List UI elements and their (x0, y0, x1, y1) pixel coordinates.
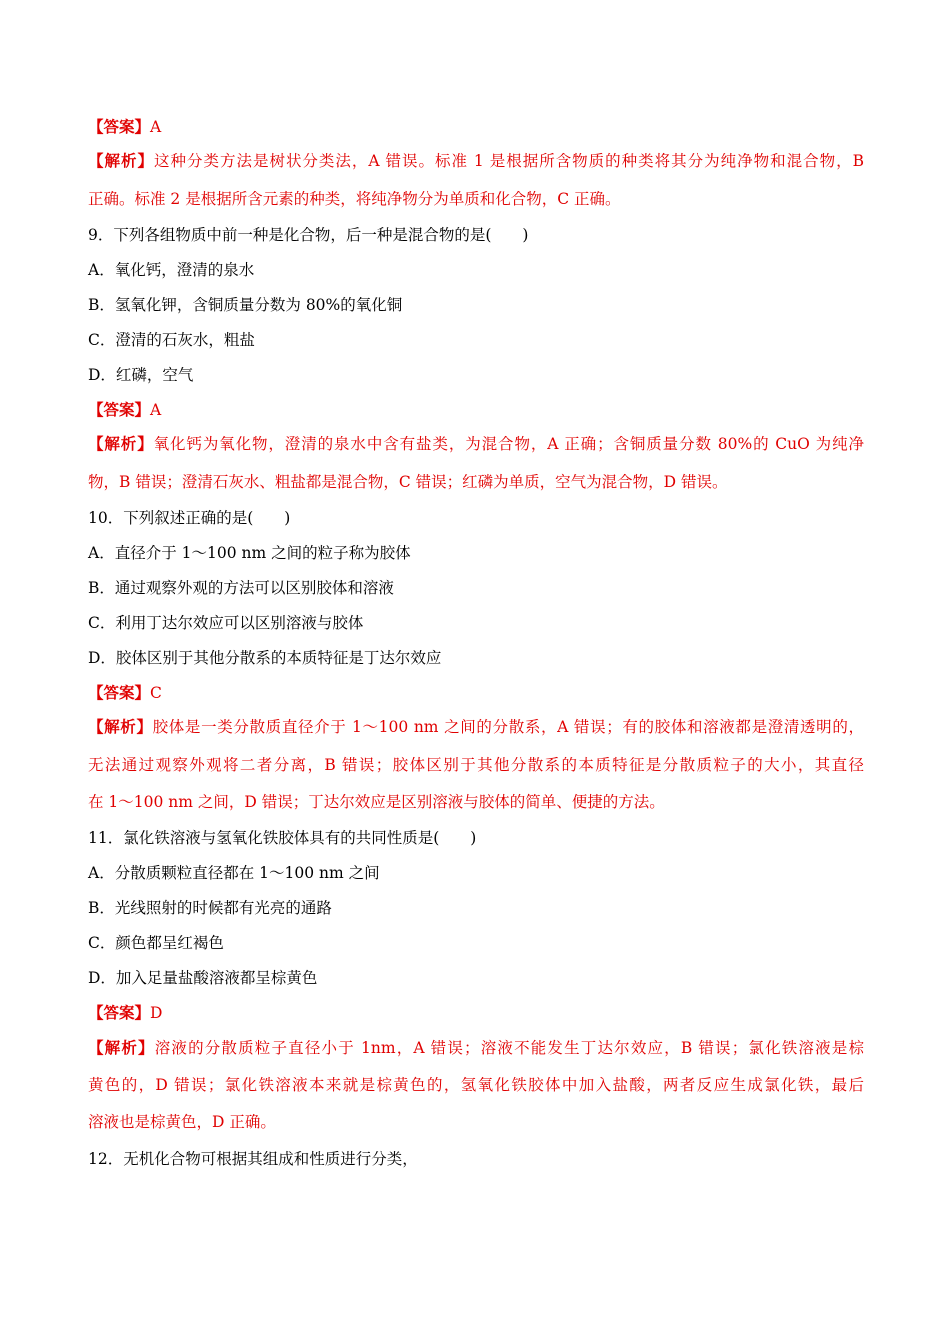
answer-line (88, 116, 161, 138)
question-stem: 12．无机化合物可根据其组成和性质进行分类， (88, 1150, 418, 1168)
analysis-text: 氧化钙为氧化物，澄清的泉水中含有盐类，为混合物，A 正确；含铜质量分数 80%的 CuO 为纯净 (153, 435, 864, 453)
analysis-tag: 【解析】 (88, 152, 154, 170)
answer-line (88, 1002, 162, 1024)
option-b: B．光线照射的时候都有光亮的通路 (88, 899, 332, 917)
answer-value: A (150, 401, 162, 419)
question-stem: 9．下列各组物质中前一种是化合物，后一种是混合物的是( ) (88, 226, 529, 244)
option-a: A．分散质颗粒直径都在 1～100 nm 之间 (88, 864, 380, 882)
option-c: C．颜色都呈红褐色 (88, 934, 224, 952)
analysis-text: 物，B 错误；澄清石灰水、粗盐都是混合物，C 错误；红磷为单质，空气为混合物，D 错误。 (88, 473, 728, 491)
answer-tag: 【答案】 (88, 684, 151, 702)
answer-value: D (150, 1004, 163, 1022)
option-d: D．红磷，空气 (88, 366, 194, 384)
analysis-line (88, 150, 864, 172)
question-stem: 10．下列叙述正确的是( ) (88, 509, 291, 527)
option-c: C．利用丁达尔效应可以区别溶液与胶体 (88, 614, 364, 632)
answer-tag: 【答案】 (88, 401, 151, 419)
answer-line (88, 399, 161, 421)
analysis-text: 无法通过观察外观将二者分离，B 错误；胶体区别于其他分散系的本质特征是分散质粒子的大小，其直径 (88, 756, 864, 774)
analysis-text: 这种分类方法是树状分类法，A 错误。标准 1 是根据所含物质的种类将其分为纯净物和混合物，B (153, 152, 864, 170)
answer-value: C (150, 684, 162, 702)
option-b: B．氢氧化钾，含铜质量分数为 80%的氧化铜 (88, 296, 403, 314)
option-d: D．加入足量盐酸溶液都呈棕黄色 (88, 969, 318, 987)
analysis-line (88, 433, 864, 455)
analysis-text: 溶液的分散质粒子直径小于 1nm，A 错误；溶液不能发生丁达尔效应，B 错误；氯化铁溶液是棕 (154, 1039, 864, 1057)
analysis-tag: 【解析】 (88, 435, 154, 453)
analysis-text: 正确。标准 2 是根据所含元素的种类，将纯净物分为单质和化合物，C 正确。 (88, 190, 621, 208)
analysis-tag: 【解析】 (88, 718, 153, 736)
answer-tag: 【答案】 (88, 118, 151, 136)
analysis-text: 溶液也是棕黄色，D 正确。 (88, 1113, 276, 1131)
option-c: C．澄清的石灰水，粗盐 (88, 331, 255, 349)
answer-line (88, 682, 162, 704)
option-a: A．氧化钙，澄清的泉水 (88, 261, 255, 279)
analysis-text: 黄色的，D 错误；氯化铁溶液本来就是棕黄色的，氢氧化铁胶体中加入盐酸，两者反应生成氯化铁，最后 (88, 1076, 864, 1094)
analysis-text: 在 1～100 nm 之间，D 错误；丁达尔效应是区别溶液与胶体的简单、便捷的方法。 (88, 793, 665, 811)
answer-value: A (150, 118, 162, 136)
analysis-line (88, 716, 864, 738)
analysis-text: 胶体是一类分散质直径介于 1～100 nm 之间的分散系，A 错误；有的胶体和溶液都是澄清透明的， (152, 718, 864, 736)
analysis-tag: 【解析】 (88, 1039, 155, 1057)
question-stem: 11．氯化铁溶液与氢氧化铁胶体具有的共同性质是( ) (88, 829, 477, 847)
answer-tag: 【答案】 (88, 1004, 151, 1022)
option-a: A．直径介于 1～100 nm 之间的粒子称为胶体 (88, 544, 411, 562)
option-d: D．胶体区别于其他分散系的本质特征是丁达尔效应 (88, 649, 442, 667)
analysis-line (88, 1037, 864, 1059)
option-b: B．通过观察外观的方法可以区别胶体和溶液 (88, 579, 394, 597)
